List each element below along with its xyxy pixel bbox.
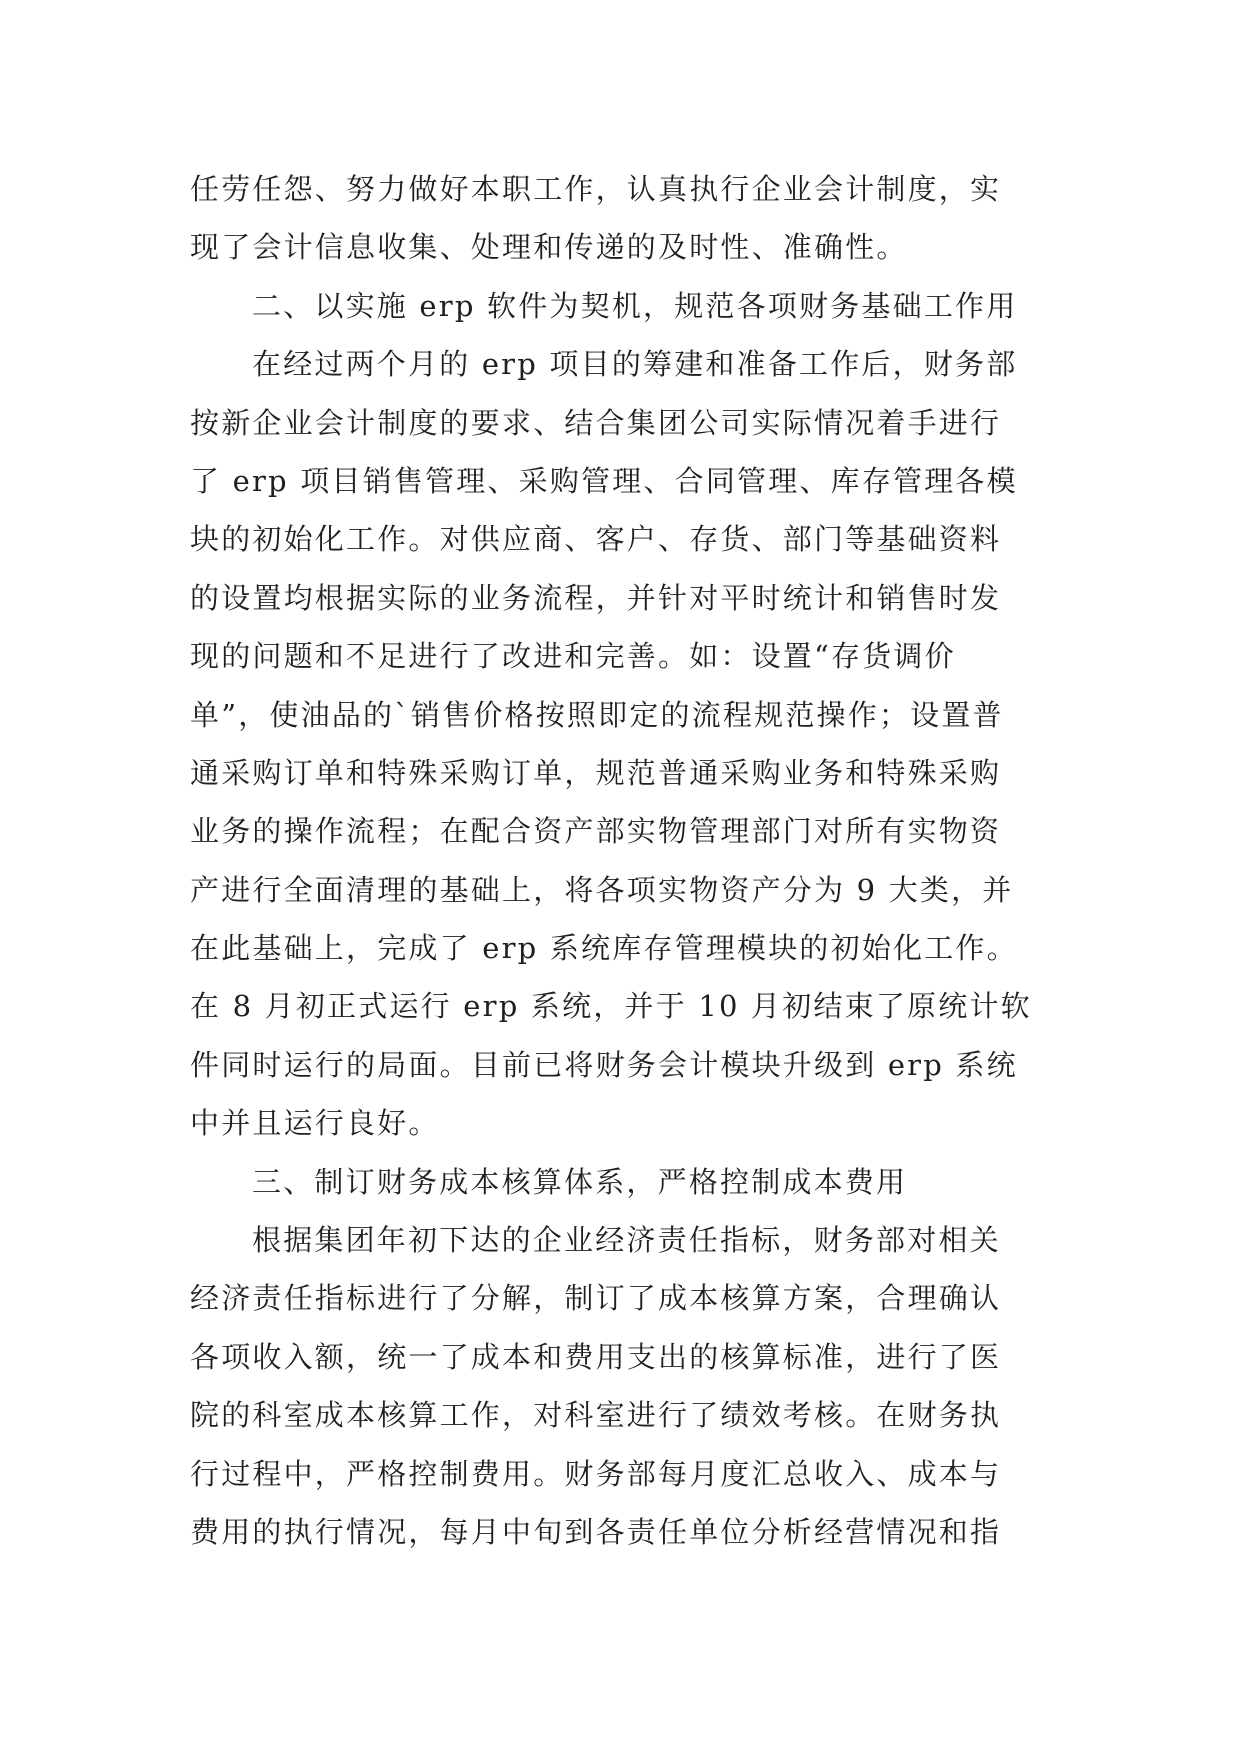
text-line: 产进行全面清理的基础上，将各项实物资产分为 9 大类，并	[190, 872, 1014, 907]
text-line: 业务的操作流程；在配合资产部实物管理部门对所有实物资	[190, 814, 1002, 849]
text-line: 在 8 月初正式运行 erp 系统，并于 10 月初结束了原统计软	[190, 989, 1032, 1024]
text-line: 件同时运行的局面。目前已将财务会计模块升级到 erp 系统	[190, 1047, 1018, 1082]
text-line: 经济责任指标进行了分解，制订了成本核算方案，合理确认	[190, 1281, 1002, 1316]
section-heading: 二、以实施 erp 软件为契机，规范各项财务基础工作用	[252, 288, 1018, 323]
section-heading: 三、制订财务成本核算体系，严格控制成本费用	[252, 1164, 908, 1199]
text-line: 行过程中，严格控制费用。财务部每月度汇总收入、成本与	[190, 1456, 1002, 1491]
text-line: 现的问题和不足进行了改进和完善。如：设置“存货调价	[190, 639, 956, 674]
text-line: 了 erp 项目销售管理、采购管理、合同管理、库存管理各模	[190, 463, 1018, 498]
text-line: 现了会计信息收集、处理和传递的及时性、准确性。	[190, 230, 908, 265]
text-line: 根据集团年初下达的企业经济责任指标，财务部对相关	[252, 1223, 1001, 1258]
text-line: 的设置均根据实际的业务流程，并针对平时统计和销售时发	[190, 580, 1002, 615]
text-line: 院的科室成本核算工作，对科室进行了绩效考核。在财务执	[190, 1398, 1002, 1433]
text-line: 中并且运行良好。	[190, 1106, 440, 1141]
text-line: 按新企业会计制度的要求、结合集团公司实际情况着手进行	[190, 405, 1002, 440]
text-line: 费用的执行情况，每月中旬到各责任单位分析经营情况和指	[190, 1514, 1002, 1549]
text-line: 单”，使油品的`销售价格按照即定的流程规范操作；设置普	[190, 697, 1004, 732]
text-line: 在此基础上，完成了 erp 系统库存管理模块的初始化工作。	[190, 931, 1018, 966]
text-line: 各项收入额，统一了成本和费用支出的核算标准，进行了医	[190, 1339, 1002, 1374]
text-line: 通采购订单和特殊采购订单，规范普通采购业务和特殊采购	[190, 755, 1002, 790]
body-text	[190, 160, 1060, 1561]
text-line: 在经过两个月的 erp 项目的筹建和准备工作后，财务部	[252, 347, 1018, 382]
text-line: 块的初始化工作。对供应商、客户、存货、部门等基础资料	[190, 522, 1002, 557]
text-line: 任劳任怨、努力做好本职工作，认真执行企业会计制度，实	[190, 172, 1002, 206]
